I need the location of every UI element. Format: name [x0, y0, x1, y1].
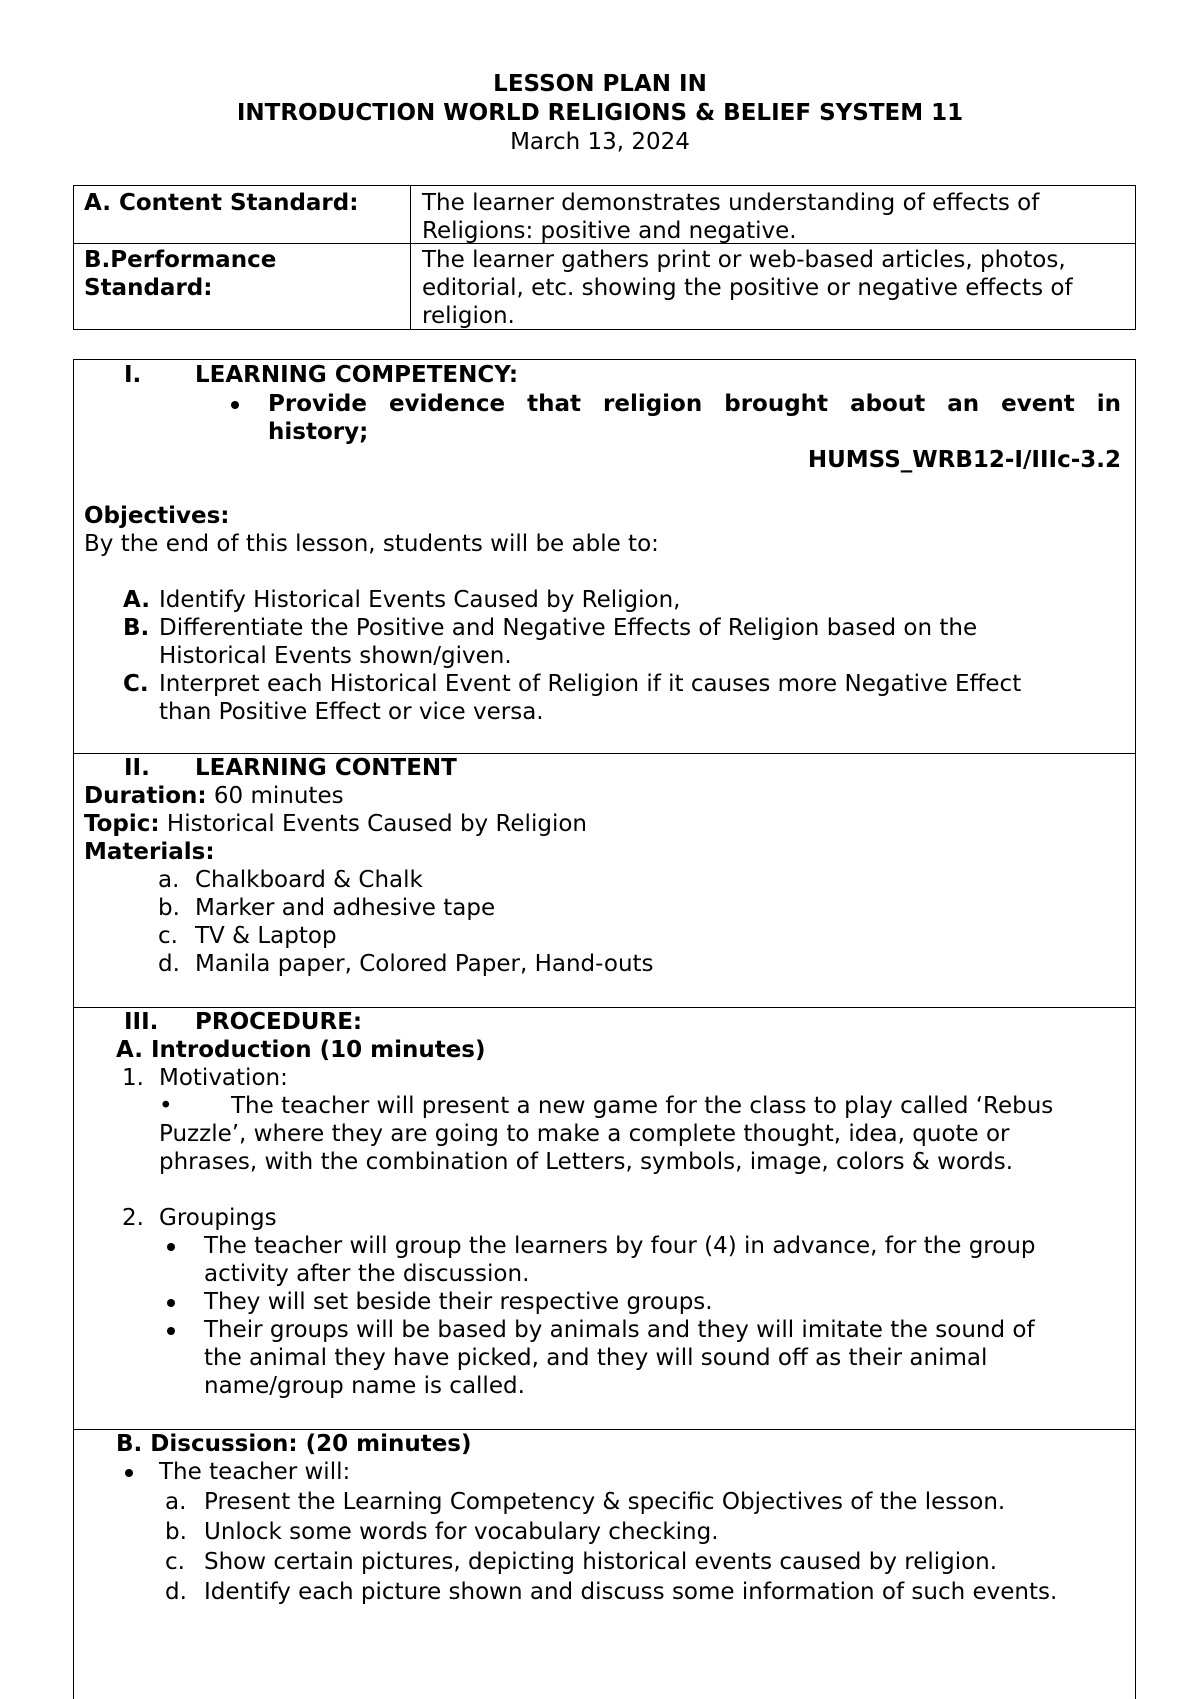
learning-content-section: [74, 754, 1135, 1007]
discussion-letter: d.: [165, 1579, 187, 1605]
motivation-text-continued: phrases, with the combination of Letters, symbols, image, colors & words.: [159, 1149, 1013, 1175]
objective-item: Identify Historical Events Caused by Religion,: [159, 587, 681, 613]
competency-code: HUMSS_WRB12-I/IIIc-3.2: [807, 447, 1121, 473]
section-numeral: I.: [124, 362, 142, 388]
material-item: Marker and adhesive tape: [195, 895, 496, 921]
material-item: TV & Laptop: [195, 923, 337, 949]
grouping-item-continued: the animal they have picked, and they will sound off as their animal: [204, 1345, 988, 1371]
motivation-number: 1.: [122, 1065, 144, 1091]
objective-item: Interpret each Historical Event of Religion if it causes more Negative Effect: [159, 671, 1022, 697]
competency-bullet-line: Provide evidence that religion brought about an event in: [268, 391, 1121, 417]
bullet-icon: [167, 1288, 175, 1316]
discussion-item: Unlock some words for vocabulary checking.: [204, 1519, 719, 1545]
material-item: Manila paper, Colored Paper, Hand-outs: [195, 951, 654, 977]
objective-letter: C.: [123, 671, 149, 697]
discussion-letter: a.: [165, 1489, 187, 1515]
section-numeral: II.: [124, 755, 150, 781]
bullet-icon: •: [159, 1093, 173, 1119]
learning-competency-section: [74, 360, 1135, 753]
groupings-number: 2.: [122, 1205, 144, 1231]
objectives-intro: By the end of this lesson, students will be able to:: [84, 531, 659, 557]
objective-item: Differentiate the Positive and Negative Effects of Religion based on the: [159, 615, 978, 641]
grouping-item: Their groups will be based by animals and they will imitate the sound of: [204, 1317, 1035, 1343]
groupings-label: Groupings: [159, 1205, 277, 1231]
section-numeral: III.: [124, 1009, 159, 1035]
section-heading: LEARNING CONTENT: [195, 755, 457, 781]
bullet-icon: [125, 1458, 133, 1486]
document-header: [0, 70, 1200, 157]
discussion-intro: The teacher will:: [159, 1459, 351, 1485]
motivation-text-continued: Puzzle’, where they are going to make a complete thought, idea, quote or: [159, 1121, 1010, 1147]
material-item: Chalkboard & Chalk: [195, 867, 423, 893]
discussion-item: Identify each picture shown and discuss some information of such events.: [204, 1579, 1058, 1605]
material-letter: c.: [158, 923, 178, 949]
section-heading: LEARNING COMPETENCY:: [195, 362, 519, 388]
discussion-item: Show certain pictures, depicting historical events caused by religion.: [204, 1549, 998, 1575]
material-letter: b.: [158, 895, 180, 921]
performance-standard-label: B.Performance Standard:: [84, 247, 277, 301]
discussion-section: [74, 1430, 1135, 1605]
procedure-section: [74, 1008, 1135, 1429]
bullet-icon: [231, 390, 239, 418]
introduction-heading: A. Introduction (10 minutes): [116, 1037, 486, 1063]
title-line-1: LESSON PLAN IN: [493, 71, 707, 97]
bullet-icon: [167, 1316, 175, 1344]
lesson-table: [73, 359, 1136, 1699]
topic-line: Topic: Historical Events Caused by Religion: [84, 811, 587, 837]
content-standard-text: The learner demonstrates understanding of effects of Religions: positive and negative.: [422, 190, 1040, 244]
grouping-item-continued: activity after the discussion.: [204, 1261, 530, 1287]
discussion-letter: b.: [165, 1519, 187, 1545]
objective-item-continued: Historical Events shown/given.: [159, 643, 512, 669]
discussion-letter: c.: [165, 1549, 185, 1575]
grouping-item: The teacher will group the learners by four (4) in advance, for the group: [204, 1233, 1036, 1259]
objective-letter: B.: [123, 615, 150, 641]
discussion-heading: B. Discussion: (20 minutes): [116, 1431, 472, 1457]
lesson-date: March 13, 2024: [510, 129, 690, 155]
material-letter: a.: [158, 867, 180, 893]
grouping-item-continued: name/group name is called.: [204, 1373, 525, 1399]
duration-line: Duration: 60 minutes: [84, 783, 344, 809]
motivation-text: The teacher will present a new game for the class to play called ‘Rebus: [231, 1093, 1054, 1119]
objective-letter: A.: [123, 587, 150, 613]
competency-bullet-continued: history;: [268, 419, 369, 445]
standards-table: [73, 185, 1136, 330]
grouping-item: They will set beside their respective groups.: [204, 1289, 713, 1315]
title-line-2: INTRODUCTION WORLD RELIGIONS & BELIEF SYSTEM 11: [236, 100, 964, 126]
performance-standard-text: The learner gathers print or web-based articles, photos, editorial, etc. showing the positive or negative effects of religion.: [422, 247, 1073, 329]
material-letter: d.: [158, 951, 180, 977]
objective-item-continued: than Positive Effect or vice versa.: [159, 699, 544, 725]
bullet-icon: [167, 1232, 175, 1260]
content-standard-label: A. Content Standard:: [84, 190, 359, 216]
objectives-label: Objectives:: [84, 503, 230, 529]
motivation-label: Motivation:: [159, 1065, 288, 1091]
section-heading: PROCEDURE:: [195, 1009, 363, 1035]
discussion-item: Present the Learning Competency & specific Objectives of the lesson.: [204, 1489, 1006, 1515]
materials-label: Materials:: [84, 839, 215, 865]
